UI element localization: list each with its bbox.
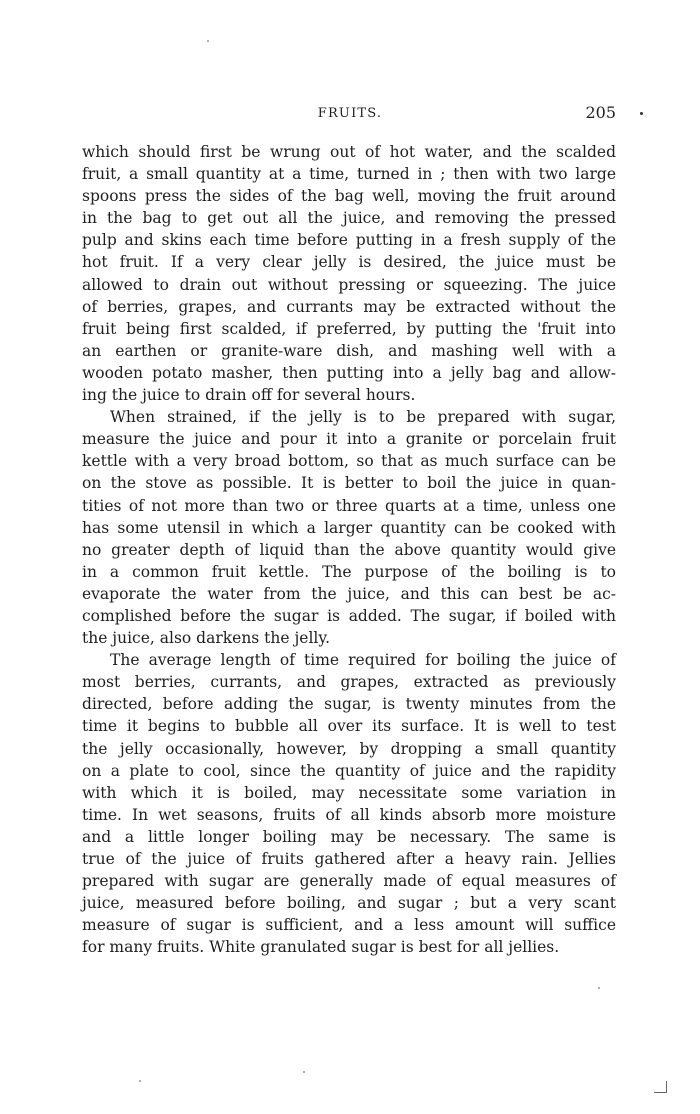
text-line: the juice, also darkens the jelly. bbox=[82, 629, 331, 648]
text-line: The average length of time required for boiling the juice of bbox=[110, 651, 616, 670]
body-text bbox=[82, 141, 616, 958]
text-line: in the bag to get out all the juice, and removing the pressed bbox=[82, 209, 616, 228]
text-line: true of the juice of fruits gathered after a heavy rain. Jellies bbox=[82, 850, 616, 868]
text-line: time. In wet seasons, fruits of all kinds absorb more moisture bbox=[82, 805, 616, 824]
text-line: an earthen or granite-ware dish, and mashing well with a bbox=[82, 341, 616, 360]
text-line: prepared with sugar are generally made of equal measures of bbox=[82, 872, 616, 891]
text-line: on a plate to cool, since the quantity of juice and the rapidity bbox=[82, 761, 616, 780]
text-line: with which it is boiled, may necessitate some variation in bbox=[82, 783, 616, 802]
text-line: most berries, currants, and grapes, extracted as previously bbox=[82, 673, 616, 692]
text-line: tities of not more than two or three quarts at a time, unless one bbox=[82, 496, 616, 515]
scan-speck bbox=[303, 1071, 305, 1073]
text-line: for many fruits. White granulated sugar is best for all jellies. bbox=[82, 938, 560, 957]
scan-speck bbox=[139, 1080, 141, 1082]
text-line: measure the juice and pour it into a granite or porcelain fruit bbox=[82, 430, 616, 449]
page-number: 205 bbox=[585, 103, 616, 122]
text-line: on the stove as possible. It is better to boil the juice in quan- bbox=[82, 474, 616, 493]
text-line: fruit being first scalded, if preferred, by putting the 'fruit into bbox=[82, 319, 616, 338]
text-line: ing the juice to drain off for several hours. bbox=[82, 386, 416, 405]
scan-speck bbox=[207, 40, 209, 42]
text-line: of berries, grapes, and currants may be extracted without the bbox=[82, 297, 616, 316]
text-line: juice, measured before boiling, and sugar ; but a very scant bbox=[82, 894, 616, 913]
text-line: the jelly occasionally, however, by dropping a small quantity bbox=[82, 739, 616, 758]
running-head bbox=[80, 104, 620, 124]
paragraph bbox=[82, 406, 616, 649]
text-line: spoons press the sides of the bag well, moving the fruit around bbox=[82, 187, 616, 206]
text-line: evaporate the water from the juice, and this can best be ac- bbox=[82, 584, 616, 603]
text-line: wooden potato masher, then putting into a jelly bag and allow- bbox=[82, 363, 616, 382]
text-line: allowed to drain out without pressing or squeezing. The juice bbox=[82, 275, 616, 294]
text-line: no greater depth of liquid than the above quantity would give bbox=[82, 540, 616, 559]
text-line: complished before the sugar is added. The sugar, if boiled with bbox=[82, 606, 616, 625]
header-separator-dot bbox=[640, 112, 643, 115]
text-line: which should first be wrung out of hot water, and the scalded bbox=[82, 143, 616, 161]
text-line: and a little longer boiling may be necessary. The same is bbox=[82, 827, 616, 846]
text-line: When strained, if the jelly is to be prepared with sugar, bbox=[110, 408, 616, 427]
text-line: kettle with a very broad bottom, so that as much surface can be bbox=[82, 452, 616, 471]
running-title: FRUITS. bbox=[317, 106, 383, 121]
crop-mark bbox=[654, 1092, 667, 1093]
text-line: hot fruit. If a very clear jelly is desired, the juice must be bbox=[82, 253, 616, 272]
text-line: has some utensil in which a larger quantity can be cooked with bbox=[82, 518, 616, 537]
text-line: measure of sugar is sufficient, and a less amount will suffice bbox=[82, 916, 616, 935]
scan-speck bbox=[598, 987, 600, 989]
text-line: pulp and skins each time before putting in a fresh supply of the bbox=[82, 231, 616, 250]
paragraph bbox=[82, 649, 616, 958]
text-line: directed, before adding the sugar, is twenty minutes from the bbox=[82, 695, 616, 714]
text-line: in a common fruit kettle. The purpose of the boiling is to bbox=[82, 562, 616, 581]
paragraph bbox=[82, 141, 616, 406]
text-line: fruit, a small quantity at a time, turned in ; then with two large bbox=[82, 165, 616, 184]
text-line: time it begins to bubble all over its surface. It is well to test bbox=[82, 717, 616, 736]
